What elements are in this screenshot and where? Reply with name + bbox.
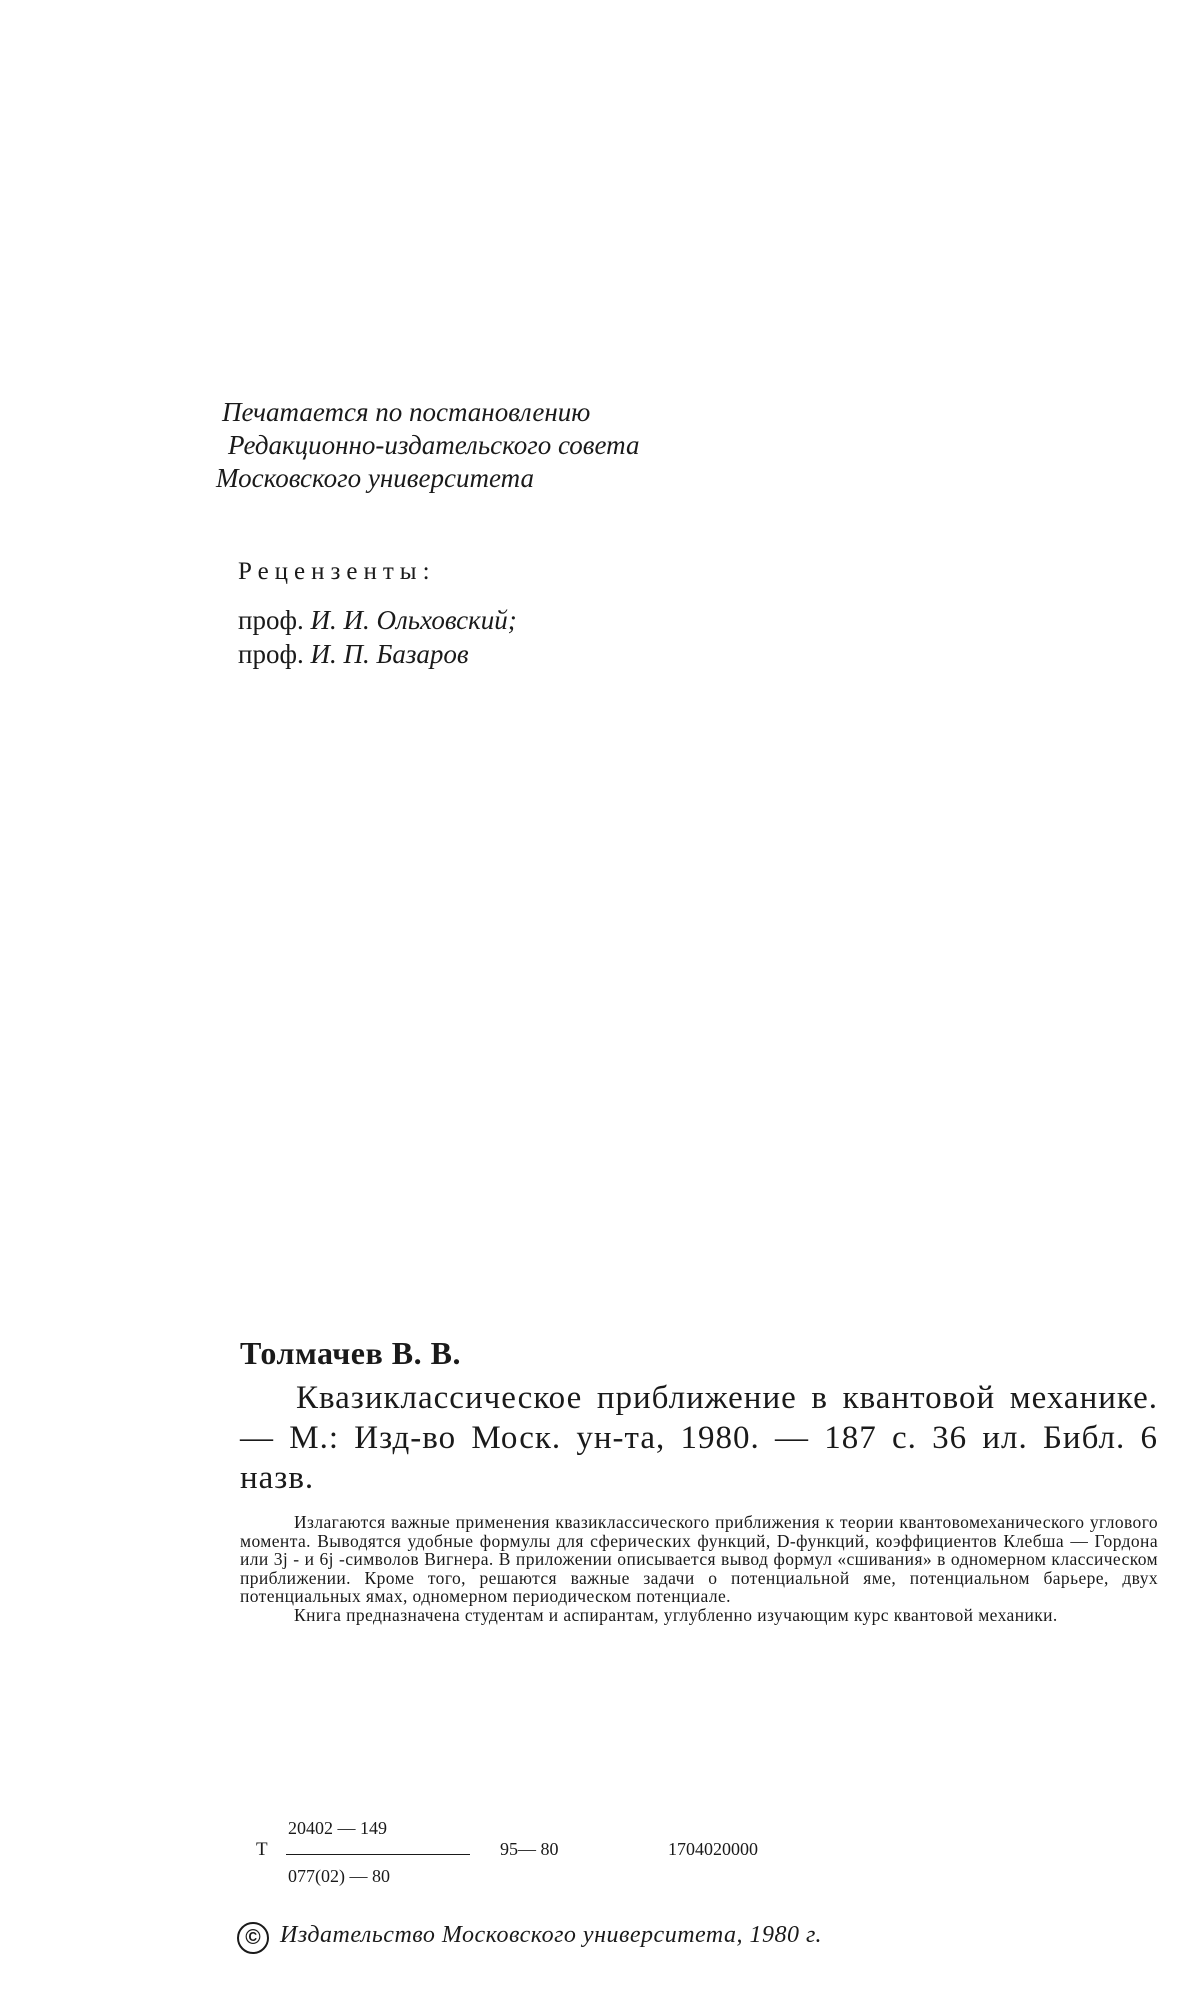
reviewer-1: [238, 603, 517, 637]
reviewer-2-name: И. П. Базаров: [310, 639, 469, 669]
reviewers-list: [238, 603, 517, 671]
author-name: Толмачев В. В.: [240, 1335, 461, 1371]
reviewer-2: [238, 637, 517, 671]
bibliographic-entry: [240, 1378, 1158, 1498]
catalog-index-fraction-line: [286, 1854, 470, 1855]
reviewers-heading: Рецензенты:: [238, 558, 436, 585]
catalog-index-code: 1704020000: [668, 1839, 758, 1859]
approval-note: [216, 396, 640, 495]
catalog-index-middle: 95— 80: [500, 1839, 559, 1859]
copyright-icon: ©: [237, 1922, 269, 1954]
catalog-index-denominator: 077(02) — 80: [288, 1866, 390, 1886]
annotation: [240, 1513, 1158, 1625]
annotation-paragraph-1: Излагаются важные применения квазиклассического приближения к теории квантовомеханического углового момента. Выводятся удобные формулы для сферических функций, D-функций, коэффициентов Клебша — Гордона или 3j - и 6j -символов Вигнера. В приложении описывается вывод формул «сшивания» в одномерном классическом приближении. Кроме того, решаются важные задачи о потенциальной яме, потенциальном барьере, двух потенциальных ямах, одномерном периодическом потенциале.: [240, 1512, 1158, 1607]
bibliographic-entry-text: Квазиклассическое приближение в квантовой механике. — М.: Изд-во Моск. ун-та, 1980. — 187 с. 36 ил. Библ. 6 назв.: [240, 1380, 1158, 1496]
approval-line-1: Печатается по постановлению: [222, 397, 591, 427]
annotation-paragraph-2: Книга предназначена студентам и аспирантам, углубленно изучающим курс квантовой механики.: [294, 1604, 1058, 1625]
reviewer-2-title: проф.: [238, 639, 304, 669]
approval-line-2: Редакционно-издательского совета: [228, 430, 640, 460]
reviewer-1-name: И. И. Ольховский;: [310, 605, 517, 635]
catalog-index-letter: Т: [256, 1839, 268, 1860]
reviewer-1-title: проф.: [238, 605, 304, 635]
copyright-text: Издательство Московского университета, 1980 г.: [280, 1922, 823, 1948]
catalog-index-numerator: 20402 — 149: [288, 1818, 387, 1838]
approval-line-3: Московского университета: [216, 463, 534, 493]
